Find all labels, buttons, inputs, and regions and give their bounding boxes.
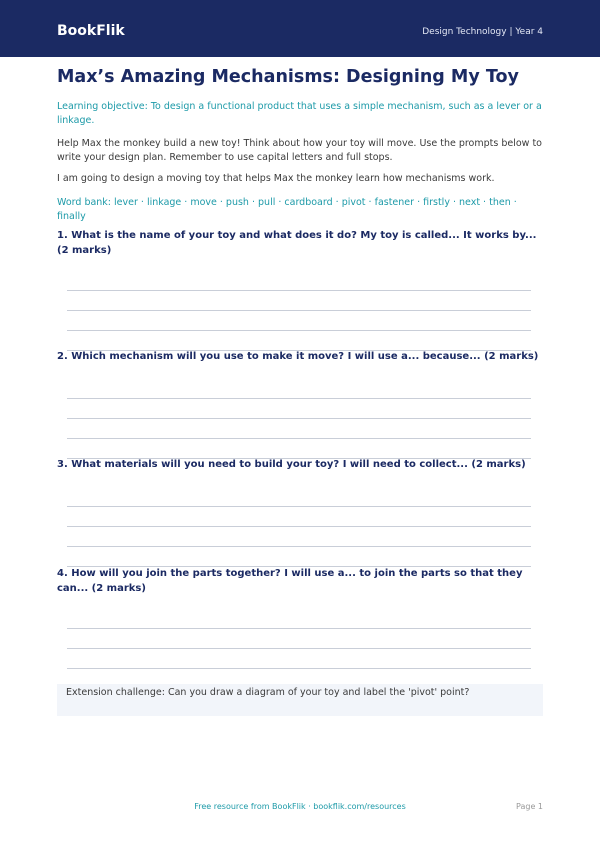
answer-line[interactable]	[67, 398, 531, 399]
question-4: 4. How will you join the parts together? I will use a... to join the parts so that they can... (2 marks)	[57, 568, 523, 594]
subject-label: Design Technology | Year 4	[422, 27, 543, 37]
extension-box	[57, 684, 543, 716]
instructions: Help Max the monkey build a new toy! Think about how your toy will move. Use the prompts below to write your design plan. Remember to use capital letters and full stops.	[57, 138, 542, 163]
question-1: 1. What is the name of your toy and what does it do? My toy is called... It works by... (2 marks)	[57, 230, 537, 256]
answer-line[interactable]	[67, 648, 531, 649]
question-2: 2. Which mechanism will you use to make it move? I will use a... because... (2 marks)	[57, 351, 539, 362]
answer-line[interactable]	[67, 546, 531, 547]
word-bank: Word bank: lever · linkage · move · push · pull · cardboard · pivot · fastener · firstly · next · then · finally	[57, 197, 517, 222]
learning-objective: Learning objective: To design a functional product that uses a simple mechanism, such as a lever or a linkage.	[57, 101, 542, 126]
answer-line[interactable]	[67, 526, 531, 527]
page-number: Page 1	[516, 802, 543, 811]
extension-text: Extension challenge: Can you draw a diagram of your toy and label the 'pivot' point?	[66, 687, 470, 698]
page-title: Max’s Amazing Mechanisms: Designing My Toy	[57, 67, 519, 87]
answer-line[interactable]	[67, 310, 531, 311]
brand-logo[interactable]: BookFlik	[57, 23, 125, 39]
answer-line[interactable]	[67, 668, 531, 669]
answer-line[interactable]	[67, 506, 531, 507]
answer-line[interactable]	[67, 438, 531, 439]
footer-link[interactable]: Free resource from BookFlik · bookflik.com/resources	[194, 802, 406, 811]
answer-line[interactable]	[67, 330, 531, 331]
answer-line[interactable]	[67, 418, 531, 419]
answer-line[interactable]	[67, 628, 531, 629]
question-3: 3. What materials will you need to build your toy? I will need to collect... (2 marks)	[57, 459, 526, 470]
intro-sentence: I am going to design a moving toy that helps Max the monkey learn how mechanisms work.	[57, 173, 495, 184]
answer-line[interactable]	[67, 290, 531, 291]
header-bar	[0, 0, 600, 57]
